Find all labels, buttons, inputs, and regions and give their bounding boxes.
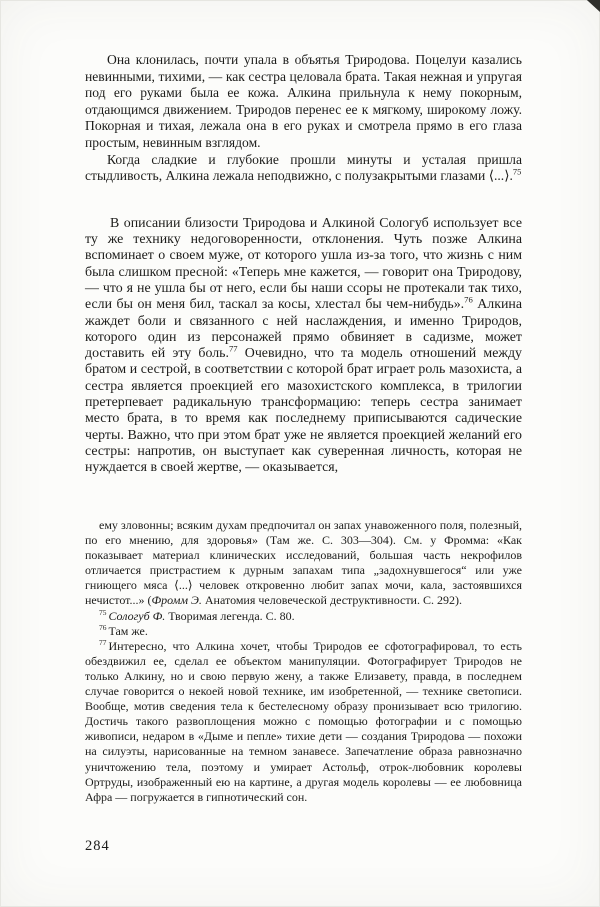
main-paragraph (85, 216, 522, 477)
footnote-76 (85, 624, 522, 639)
footnote-77-number: 77 (99, 637, 107, 647)
footnote-ref-77: 77 (228, 343, 238, 354)
block-quote (85, 52, 522, 185)
page-number: 284 (85, 838, 110, 854)
quote-paragraph-1: Она клонилась, почти упала в объятья Триродова. Поцелуи казались невинными, тихими, — как сестра целовала брата. Такая нежная и упругая под его руками была ее кожа. Алкина прильнула к нему покорным, отдающимся движением. Триродов перенес ее к мягкому, широкому ложу. Покорная и тихая, лежала она в его руках и смотрела прямо в его глаза простым, невинным взглядом. (85, 52, 522, 150)
footnote-76-text: Там же. (108, 623, 148, 638)
main-text-1: В описании близости Триродова и Алкиной Сологуб использует все ту же технику недоговоренности, отклонения. Чуть позже Алкина вспоминает о своем муже, от которого ушла из-за того, что жизнь с ним была слишком пресной: «Теперь мне кажется, — говорит она Триродову, — что я не ушла бы от него, если бы наши ссоры не протекали так тихо, если бы он меня бил, таскал за косы, хлестал бы чем-нибудь». (85, 215, 522, 313)
footnote-75-text: Творимая легенда. С. 80. (165, 608, 295, 623)
footnote-75-number: 75 (99, 607, 107, 617)
text-block (85, 52, 522, 477)
footnote-76-number: 76 (99, 622, 107, 632)
main-text-2: Алкина жаждет боли и связанного с ней наслаждения, и именно Триродов, которого один из персонажей прямо обвиняет в садизме, может доставить ей эту боль. (85, 297, 523, 362)
footnote-75-author: Сологуб Ф. (108, 608, 166, 623)
quote-paragraph-2 (85, 152, 522, 185)
footnote-ref-75: 75 (512, 166, 522, 177)
main-text-3: Очевидно, что та модель отношений между братом и сестрой, в соответствии с которой брат играет роль мазохиста, а сестра является проекцией его мазохистского комплекса, в трилогии претерпевает радикальную трансформацию: теперь сестра занимает место брата, в то время как последнему приписываются садические черты. Важно, что при этом брат уже не является проекцией желаний его сестры: напротив, он выступает как суверенная личность, которая не нуждается в своей жертве, — оказывается, (85, 346, 522, 476)
footnote-77-text: Интересно, что Алкина хочет, чтобы Триродов ее сфотографировал, то есть обездвижил ее, сделал ее объектом манипуляции. Фотографирует Триродов не только Алкину, но и свою первую жену, а также Елизавету, правда, в последнем случае говорится о некоей новой технике, им изобретенной, — технике светописи. Вообще, мотив сведения тела к бестелесному образу пронизывает всю трилогию. Достичь такого развоплощения можно с помощью фотографии и с помощью живописи, недаром в «Дыме и пепле» тихие дети — создания Триродова — похожи на силуэты, нарисованные на темном занавесе. Запечатление образа равнозначно уничтожению тела, поэтому и умирает Астольф, отрок-любовник королевы Ортруды, изображенный ею на картине, а другая модель королевы — ее любовница Афра — погружается в гипнотический сон. (85, 638, 522, 804)
footnote-continuation-text-1: ему зловонны; всяким духам предпочитал он запах унавоженного поля, полезный, по его мнению, для здоровья» (Там же. С. 303—304). См. у Фромма: «Как показывает материал клинических исследований, большая часть некрофилов отличается пристрастием к дурным запахам типа „задохнувшегося“ или уже гниющего мяса ⟨...⟩ человек откровенно любит запах мочи, кала, застоявшихся нечистот...» ( (85, 518, 522, 608)
scan-artifact (584, 0, 600, 15)
footnote-continuation-author: Фромм Э. (151, 593, 202, 608)
quote-text-2: Когда сладкие и глубокие прошли минуты и усталая пришла стыдливость, Алкина лежала неподвижно, с полузакрытыми глазами ⟨...⟩. (85, 151, 522, 184)
footnotes-block (85, 518, 522, 805)
footnote-continuation-text-2: Анатомия человеческой деструктивности. С. 292). (201, 593, 462, 608)
footnote-75 (85, 609, 522, 624)
footnote-77 (85, 639, 522, 805)
footnote-ref-76: 76 (464, 294, 473, 305)
footnote-continuation (85, 518, 522, 609)
